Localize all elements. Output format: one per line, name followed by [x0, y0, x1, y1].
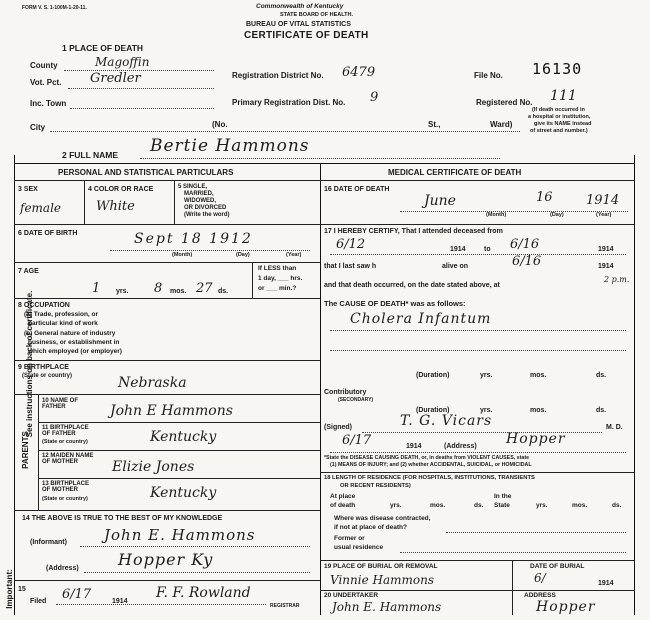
st-label: St.,: [428, 120, 441, 129]
registered-value: 111: [550, 88, 577, 104]
marital-5: (Write the word): [184, 212, 230, 218]
county-value: Magoffin: [95, 55, 150, 69]
father-name-label: 10 NAME OF FATHER: [42, 398, 79, 410]
occurred-label: and that death occurred, on the date stated above, at: [324, 282, 500, 289]
birth-line: [110, 250, 310, 251]
undertaker-value: John E. Hammons: [332, 600, 442, 614]
parents-label: PARENTS: [21, 431, 30, 469]
registrar-value: F. F. Rowland: [156, 585, 251, 601]
occupation-4: (b) General nature of industry: [24, 330, 116, 337]
color-label: 4 COLOR OR RACE: [88, 186, 154, 193]
burial-value: Vinnie Hammons: [330, 573, 434, 587]
mother-name-value: Elizie Jones: [112, 459, 195, 475]
death-date-rule: [320, 224, 634, 225]
former-line: [400, 552, 626, 553]
residence-heading-2: OR RECENT RESIDENTS): [340, 483, 411, 489]
death-day-cap: (Day): [550, 212, 564, 218]
file-no-value: 16130: [532, 60, 583, 78]
hospital-note-4: of street and number.): [530, 128, 588, 134]
form-number: FORM V. S. 1-100M-1-20-11.: [22, 5, 87, 11]
filed-year: 1914: [112, 598, 128, 605]
inc-town-label: Inc. Town: [30, 99, 67, 108]
full-name-value: Bertie Hammons: [150, 136, 310, 156]
death-date-line: [400, 211, 628, 212]
margin-important: Important:: [5, 569, 14, 609]
father-birth-rule: [38, 450, 320, 451]
signed-label: (Signed): [324, 424, 352, 431]
hospital-note-1: (If death occurred in: [532, 107, 585, 113]
age-years: 1: [92, 281, 101, 296]
personal-heading: PERSONAL AND STATISTICAL PARTICULARS: [58, 168, 234, 177]
full-name-line: [140, 158, 500, 159]
sex-value: female: [20, 201, 62, 215]
signed-value: T. G. Vicars: [400, 413, 493, 429]
medical-heading-rule: [320, 180, 634, 181]
mother-birth-label: 13 BIRTHPLACE OF MOTHER: [42, 481, 90, 493]
file-no-label: File No.: [474, 71, 503, 80]
color-divider: [174, 180, 175, 224]
duration-label-1: (Duration): [416, 372, 450, 379]
mother-birth-value: Kentucky: [150, 485, 217, 501]
reg-district-value: 6479: [342, 65, 376, 80]
birthplace-value: Nebraska: [118, 375, 187, 391]
occupation-3: particular kind of work: [28, 320, 98, 327]
county-label: County: [30, 61, 58, 70]
burial-year: 1914: [598, 580, 614, 587]
secondary-label: (SECONDARY): [338, 397, 374, 403]
informant-bottom-rule: [14, 580, 320, 581]
registrar-label: REGISTRAR: [270, 603, 300, 609]
section-top-rule: [14, 163, 634, 164]
less-than-1: If LESS than: [258, 265, 297, 272]
informant-line: [80, 546, 310, 547]
duration-mos-2: mos.: [530, 407, 547, 414]
sex-label: 3 SEX: [18, 186, 38, 193]
informant-address-value: Hopper Ky: [118, 550, 214, 569]
father-rule: [38, 422, 320, 423]
hospital-note-2: a hospital or institution,: [528, 114, 591, 120]
age-months: 8: [154, 281, 163, 296]
state-label: State: [494, 502, 510, 509]
age-mos: mos.: [170, 288, 187, 295]
father-birth-value: Kentucky: [150, 429, 217, 445]
filed-word: Filed: [30, 598, 47, 605]
res-yrs-1: yrs.: [390, 502, 402, 509]
of-death-label: of death: [330, 502, 356, 509]
sign-date: 6/17: [342, 433, 372, 448]
parents-bottom-rule: [14, 510, 320, 511]
mother-name-label: 12 MAIDEN NAME OF MOTHER: [42, 453, 94, 465]
informant-value: John E. Hammons: [104, 526, 256, 544]
in-the-label: In the: [494, 493, 512, 500]
less-than-3: or ___ min.?: [258, 285, 297, 292]
res-mos-2: mos.: [572, 502, 588, 509]
death-month-cap: (Month): [486, 212, 507, 218]
res-mos-1: mos.: [430, 502, 446, 509]
cause-label: The CAUSE OF DEATH* was as follows:: [324, 299, 466, 308]
signed-line: [362, 432, 602, 433]
no-label: (No.: [212, 120, 228, 129]
md-label: M. D.: [606, 424, 623, 431]
mother-birth-sub: (State or country): [42, 496, 88, 502]
primary-label: Primary Registration Dist. No.: [232, 98, 346, 107]
informant-label: (Informant): [30, 539, 67, 546]
filed-value: 6/17: [62, 587, 92, 602]
attended-from: 6/12: [336, 237, 366, 252]
primary-value: 9: [370, 90, 379, 105]
attended-from-year: 1914: [450, 246, 466, 253]
former-residence-1: Former or: [334, 535, 365, 542]
marital-4: OR DIVORCED: [184, 205, 227, 211]
age-label: 7 AGE: [18, 268, 39, 275]
marital-1: 5 SINGLE,: [178, 184, 208, 190]
inc-town-line: [70, 108, 214, 109]
burial-divider: [512, 560, 513, 615]
row-rule-3: [14, 298, 320, 299]
parents-divider: [38, 394, 39, 510]
where-contracted-1: Where was disease contracted,: [334, 515, 431, 522]
birth-year-cap: (Year): [286, 252, 302, 258]
birth-day-cap: (Day): [236, 252, 250, 258]
color-value: White: [96, 199, 135, 214]
sign-address-line: [330, 452, 626, 453]
medical-heading: MEDICAL CERTIFICATE OF DEATH: [388, 168, 522, 177]
father-name-value: John E Hammons: [110, 403, 233, 419]
less-than-2: 1 day, ___ hrs.: [258, 275, 303, 282]
sex-divider: [84, 180, 85, 224]
death-year-cap: (Year): [596, 212, 612, 218]
attended-line: [330, 254, 626, 255]
duration-ds-1: ds.: [596, 372, 607, 379]
vot-value: Gredler: [90, 71, 141, 86]
row-rule-4: [14, 360, 320, 361]
birthplace-sub: (State or country): [22, 373, 73, 379]
date-of-death-label: 16 DATE OF DEATH: [324, 186, 390, 193]
duration-ds-2: ds.: [596, 407, 607, 414]
age-yrs: yrs.: [116, 288, 129, 295]
hospital-note-3: give its NAME instead: [534, 121, 592, 127]
age-days: 27: [196, 281, 213, 296]
marital-2: MARRIED,: [184, 191, 214, 197]
reg-district-label: Registration District No.: [232, 71, 324, 80]
res-yrs-2: yrs.: [536, 502, 548, 509]
res-ds-1: ds.: [474, 502, 484, 509]
where-line: [446, 532, 626, 533]
residence-bottom-rule: [320, 560, 634, 561]
last-saw-value: 6/16: [512, 254, 542, 269]
sign-year: 1914: [406, 443, 422, 450]
mother-rule: [38, 478, 320, 479]
commonwealth-title: Commonwealth of Kentucky: [256, 3, 344, 10]
occupation-6: which employed (or employer): [28, 348, 122, 355]
row-rule-5: [14, 394, 320, 395]
filed-number: 15: [18, 586, 26, 593]
birthplace-label: 9 BIRTHPLACE: [18, 364, 69, 371]
occurred-value: 2 p.m.: [604, 275, 630, 284]
former-residence-2: usual residence: [334, 544, 384, 551]
duration-yrs-2: yrs.: [480, 407, 493, 414]
certify-label: 17 I HEREBY CERTIFY, That I attended deceased from: [324, 228, 503, 235]
disease-note-1: *State the DISEASE CAUSING DEATH, or, in deaths from VIOLENT CAUSES, state: [324, 455, 530, 461]
where-contracted-2: if not at place of death?: [334, 524, 407, 531]
death-year: 1914: [586, 193, 620, 208]
burial-rule: [320, 590, 634, 591]
full-name-label: 2 FULL NAME: [62, 150, 119, 160]
cause-line-1: [330, 330, 626, 331]
duration-mos-1: mos.: [530, 372, 547, 379]
row-rule-2: [14, 262, 320, 263]
birth-month-cap: (Month): [172, 252, 193, 258]
undertaker-label: 20 UNDERTAKER: [324, 592, 379, 599]
attended-to-year: 1914: [598, 246, 614, 253]
informant-address-label: (Address): [46, 565, 79, 572]
cause-line-2: [330, 350, 626, 351]
attended-to-word: to: [484, 246, 491, 253]
birth-label: 6 DATE OF BIRTH: [18, 230, 78, 237]
burial-date-value: 6/: [534, 571, 546, 585]
informant-heading: 14 THE ABOVE IS TRUE TO THE BEST OF MY KNOWLEDGE: [22, 515, 223, 522]
margin-instructions: See instructions on back of certificate.: [25, 290, 34, 438]
age-ds: ds.: [218, 288, 229, 295]
burial-date-label: DATE OF BURIAL: [530, 563, 585, 570]
age-divider: [252, 262, 253, 298]
duration-yrs-1: yrs.: [480, 372, 493, 379]
res-ds-2: ds.: [612, 502, 622, 509]
undertaker-address-value: Hopper: [536, 599, 596, 615]
bureau-title: BUREAU OF VITAL STATISTICS: [246, 21, 351, 28]
ward-label: Ward): [490, 120, 513, 129]
certificate-title: CERTIFICATE OF DEATH: [244, 30, 369, 41]
disease-note-2: (1) MEANS OF INJURY; and (2) whether ACCIDENTAL, SUICIDAL, or HOMICIDAL: [330, 462, 532, 468]
residence-heading-1: 18 LENGTH OF RESIDENCE (FOR HOSPITALS, INSTITUTIONS, TRANSIENTS: [324, 475, 535, 481]
at-place-label: At place: [330, 493, 356, 500]
vot-line: [68, 88, 214, 89]
father-birth-label: 11 BIRTHPLACE OF FATHER: [42, 425, 89, 437]
last-saw-label: that I last saw h: [324, 263, 377, 270]
informant-address-line: [84, 572, 310, 573]
row-rule-1: [14, 224, 320, 225]
alive-on-label: alive on: [442, 263, 469, 270]
last-saw-year: 1914: [598, 263, 614, 270]
city-label: City: [30, 123, 46, 132]
vot-label: Vot. Pct.: [30, 78, 62, 87]
occupation-2: (a) Trade, profession, or: [24, 311, 99, 318]
duration-label-2: (Duration): [416, 407, 450, 414]
registered-label: Registered No.: [476, 98, 533, 107]
marital-3: WIDOWED,: [184, 198, 216, 204]
center-divider: [320, 163, 321, 615]
personal-heading-rule: [14, 180, 320, 181]
filed-line: [56, 604, 266, 605]
cause-value: Cholera Infantum: [350, 311, 492, 327]
occupation-5: business, or establishment in: [28, 339, 120, 346]
frame-right: [634, 155, 635, 615]
occupation-1: 8 OCCUPATION: [18, 302, 70, 309]
contributory-label: Contributory: [324, 389, 367, 396]
note-rule: [320, 472, 634, 473]
board-title: STATE BOARD OF HEALTH.: [280, 12, 354, 18]
sign-address-label: (Address): [444, 443, 477, 450]
burial-label: 19 PLACE OF BURIAL OR REMOVAL: [324, 563, 438, 570]
death-day: 16: [536, 190, 553, 205]
city-line: [50, 131, 520, 132]
sign-address-value: Hopper: [506, 431, 566, 447]
father-birth-sub: (State or country): [42, 439, 88, 445]
death-month: June: [424, 193, 456, 209]
attended-to: 6/16: [510, 237, 540, 252]
place-of-death-heading: 1 PLACE OF DEATH: [62, 43, 144, 53]
birth-value: Sept 18 1912: [134, 231, 253, 247]
undertaker-address-label: ADDRESS: [524, 592, 556, 599]
